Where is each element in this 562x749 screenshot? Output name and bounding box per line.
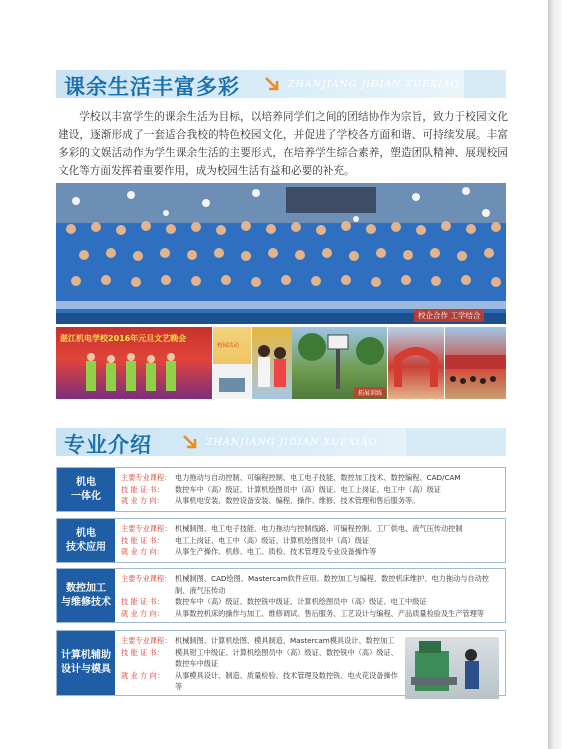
arrow-icon <box>264 76 280 92</box>
training-caption: 拓展训练 <box>354 387 386 398</box>
jobs-value: 从事模具设计、制造、质量检验、技术管理及数控铣、电火花设备操作等 <box>175 670 398 691</box>
major-name <box>57 519 115 562</box>
jobs-value: 从事数控机床的操作与加工、维修调试、售后服务、工艺设计与编程、产品质量检验及生产管理等 <box>175 608 485 618</box>
header-block <box>406 428 506 456</box>
major-details <box>121 635 399 693</box>
courses-value: 电力拖动与自动控制、可编程控制、电工电子技能、数控加工技术、数控编程、CAD/CAM <box>175 473 461 482</box>
major-card <box>56 518 506 563</box>
students-illustration <box>252 327 292 399</box>
jobs-label: 就 业 方 向： <box>121 670 164 680</box>
jobs-row <box>121 670 399 693</box>
activity-caption: 校园活动 <box>217 343 240 349</box>
courses-label: 主要专业课程： <box>121 636 172 645</box>
major-name-line1: 数控加工 <box>66 582 106 594</box>
jobs-value: 从事机电安装、数控设备安装、编程、操作、维修、技术管理和售后服务等。 <box>175 496 420 505</box>
jobs-row <box>121 495 499 507</box>
sports-photo <box>292 327 387 399</box>
major-name-line1: 机电 <box>76 476 96 488</box>
certs-row <box>121 647 399 670</box>
certs-label: 技 能 证 书： <box>121 535 164 545</box>
major-name-line2: 设计与模具 <box>61 664 111 675</box>
arrow-icon <box>182 434 198 450</box>
major-name-line1: 计算机辅助 <box>61 650 111 661</box>
major-name <box>57 569 115 622</box>
courses-label: 主要专业课程： <box>121 524 172 533</box>
major-details <box>121 573 499 619</box>
courses-row <box>121 523 499 535</box>
section-header-activities <box>56 70 506 98</box>
dancers-illustration <box>56 327 212 399</box>
certs-value: 电工上岗证、电工中（高）级证、计算机绘图员中（高）级证 <box>175 535 370 545</box>
section-title-majors: 专业介绍 <box>64 433 152 457</box>
activity-photo-2 <box>213 364 251 399</box>
activity-photo-3 <box>252 327 292 399</box>
courses-label: 主要专业课程： <box>121 574 172 583</box>
jobs-row <box>121 608 499 620</box>
photo-caption: 校企合作 工学结合 <box>414 309 484 322</box>
page-edge-shadow <box>548 0 562 749</box>
major-details <box>121 523 499 558</box>
jobs-label: 就 业 方 向： <box>121 496 164 505</box>
major-card <box>56 630 506 696</box>
machine-illustration <box>405 637 499 699</box>
jobs-label: 就 业 方 向： <box>121 547 164 556</box>
certs-row <box>121 484 499 496</box>
milling-machine-photo <box>405 637 499 699</box>
certs-row <box>121 535 499 547</box>
parade-illustration <box>445 327 506 399</box>
crowd-illustration <box>56 183 506 324</box>
major-name <box>57 631 115 695</box>
header-block <box>464 70 506 98</box>
major-name-line2: 技术应用 <box>66 541 106 553</box>
courses-label: 主要专业课程： <box>121 473 172 482</box>
certs-value: 数控车中（高）级证、计算机绘图员中（高）级证、电工上岗证、电工中（高）级证 <box>175 484 441 494</box>
major-name <box>57 468 115 511</box>
group-photo <box>56 183 506 324</box>
stage-banner-text: 湛江机电学校2016年元旦文艺晚会 <box>60 334 187 343</box>
certs-label: 技 能 证 书： <box>121 597 164 606</box>
major-name-line1: 机电 <box>76 527 96 539</box>
major-details <box>121 472 499 507</box>
certs-label: 技 能 证 书： <box>121 484 164 494</box>
major-card <box>56 467 506 512</box>
jobs-row <box>121 546 499 558</box>
certs-label: 技 能 证 书： <box>121 647 164 657</box>
courses-row <box>121 573 499 596</box>
major-card <box>56 568 506 623</box>
courses-row <box>121 635 399 647</box>
courses-value: 机械制图、计算机绘图、模具制造、Mastercam模具设计、数控加工 <box>175 636 395 645</box>
section-header-majors <box>56 428 506 456</box>
major-name-line2: 一体化 <box>71 490 101 502</box>
jobs-label: 就 业 方 向： <box>121 608 164 618</box>
parade-photo <box>445 327 506 399</box>
certs-value: 模具钳工中级证、计算机绘图员中（高）级证、数控铣中（高）级证、数控车中级证 <box>175 647 398 668</box>
stage-photo <box>56 327 212 399</box>
section-title-activities: 课余生活丰富多彩 <box>64 75 240 99</box>
courses-value: 机械制图、电工电子技能、电力拖动与控制线路、可编程控制、工厂供电、液气压传动控制 <box>175 524 463 533</box>
major-name-line2: 与维修技术 <box>61 596 111 608</box>
arch-photo <box>388 327 444 399</box>
section-pinyin: ZHANJIANG JIDIAN XUEXIAO <box>206 437 378 448</box>
intro-paragraph: 学校以丰富学生的课余生活为目标，以培养同学们之间的团结协作为宗旨，致力于校园文化建设，逐渐形成了一套适合我校的特色校园文化，并促进了学校各方面和谐、可持续发展。丰富多彩的文娱活动作为学生课余生活的主要形式，在培养学生综合素养，塑造团队精神、展现校园文化等方面发挥着重要作用，成为校园生活有益和必要的补充。 <box>58 111 508 177</box>
section-pinyin: ZHANJIANG JIDIAN XUEXIAO <box>288 79 460 90</box>
certs-row <box>121 596 499 608</box>
jobs-value: 从事生产操作、机修、电工、质检、技术管理及专业设备操作等 <box>175 547 377 556</box>
certs-value: 数控车中（高）级证、数控铣中级证、计算机绘图员中（高）级证、电工中级证 <box>175 597 427 606</box>
arch-illustration <box>388 327 444 399</box>
courses-value: 机械制图、CAD绘图、Mastercam软件应用、数控加工与编程、数控机床维护、电力拖动与自动控制、液气压传动 <box>175 574 489 595</box>
courses-row <box>121 472 499 484</box>
